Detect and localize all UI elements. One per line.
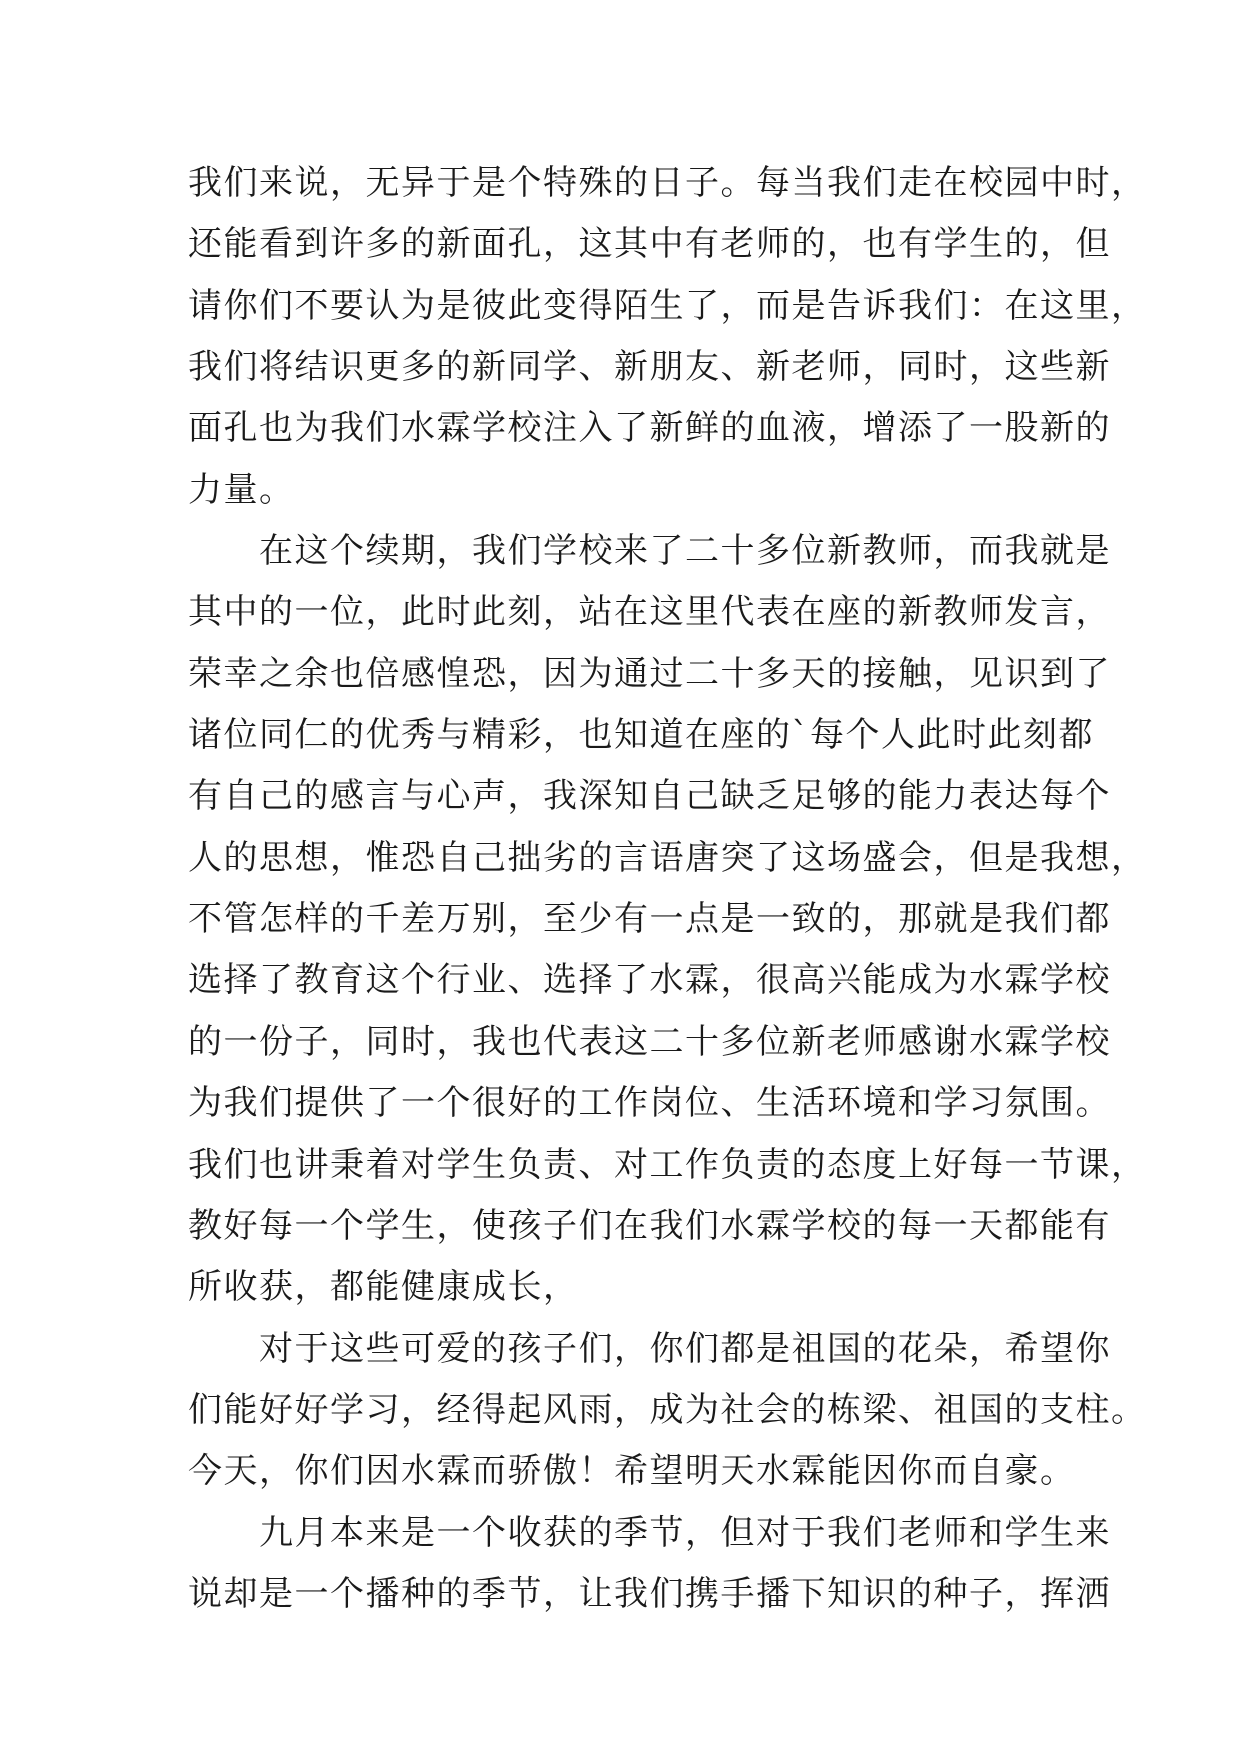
- text-line: 请你们不要认为是彼此变得陌生了，而是告诉我们：在这里，: [188, 285, 1147, 326]
- text-line: 荣幸之余也倍感惶恐，因为通过二十多天的接触，见识到了: [188, 653, 1111, 694]
- text-line: 不管怎样的千差万别，至少有一点是一致的，那就是我们都: [188, 899, 1111, 940]
- text-line: 我们将结识更多的新同学、新朋友、新老师，同时，这些新: [188, 347, 1111, 388]
- text-line: 人的思想，惟恐自己拙劣的言语唐突了这场盛会，但是我想，: [188, 837, 1147, 878]
- text-line: 在这个续期，我们学校来了二十多位新教师，而我就是: [188, 531, 1111, 572]
- text-line: 诸位同仁的优秀与精彩，也知道在座的`每个人此时此刻都: [188, 715, 1094, 756]
- text-line: 九月本来是一个收获的季节，但对于我们老师和学生来: [188, 1512, 1111, 1553]
- text-line: 为我们提供了一个很好的工作岗位、生活环境和学习氛围。: [188, 1083, 1111, 1124]
- text-line: 我们来说，无异于是个特殊的日子。每当我们走在校园中时，: [188, 163, 1147, 203]
- text-line: 所收获，都能健康成长，: [188, 1267, 579, 1308]
- text-line: 面孔也为我们水霖学校注入了新鲜的血液，增添了一股新的: [188, 408, 1111, 449]
- text-line: 还能看到许多的新面孔，这其中有老师的，也有学生的，但: [188, 224, 1111, 265]
- text-line: 对于这些可爱的孩子们，你们都是祖国的花朵，希望你: [188, 1328, 1111, 1369]
- text-line: 说却是一个播种的季节，让我们携手播下知识的种子，挥洒: [188, 1573, 1111, 1614]
- text-line: 们能好好学习，经得起风雨，成为社会的栋梁、祖国的支柱。: [188, 1389, 1147, 1430]
- text-line: 今天，你们因水霖而骄傲！希望明天水霖能因你而自豪。: [188, 1451, 1076, 1492]
- text-line: 其中的一位，此时此刻，站在这里代表在座的新教师发言，: [188, 592, 1111, 633]
- text-line: 的一份子，同时，我也代表这二十多位新老师感谢水霖学校: [188, 1021, 1111, 1062]
- text-line: 教好每一个学生，使孩子们在我们水霖学校的每一天都能有: [188, 1205, 1111, 1246]
- text-line: 我们也讲秉着对学生负责、对工作负责的态度上好每一节课，: [188, 1144, 1147, 1185]
- text-line: 有自己的感言与心声，我深知自己缺乏足够的能力表达每个: [188, 776, 1111, 817]
- body-text: [188, 153, 1147, 1625]
- text-line: 力量。: [188, 469, 295, 510]
- text-line: 选择了教育这个行业、选择了水霖，很高兴能成为水霖学校: [188, 960, 1111, 1001]
